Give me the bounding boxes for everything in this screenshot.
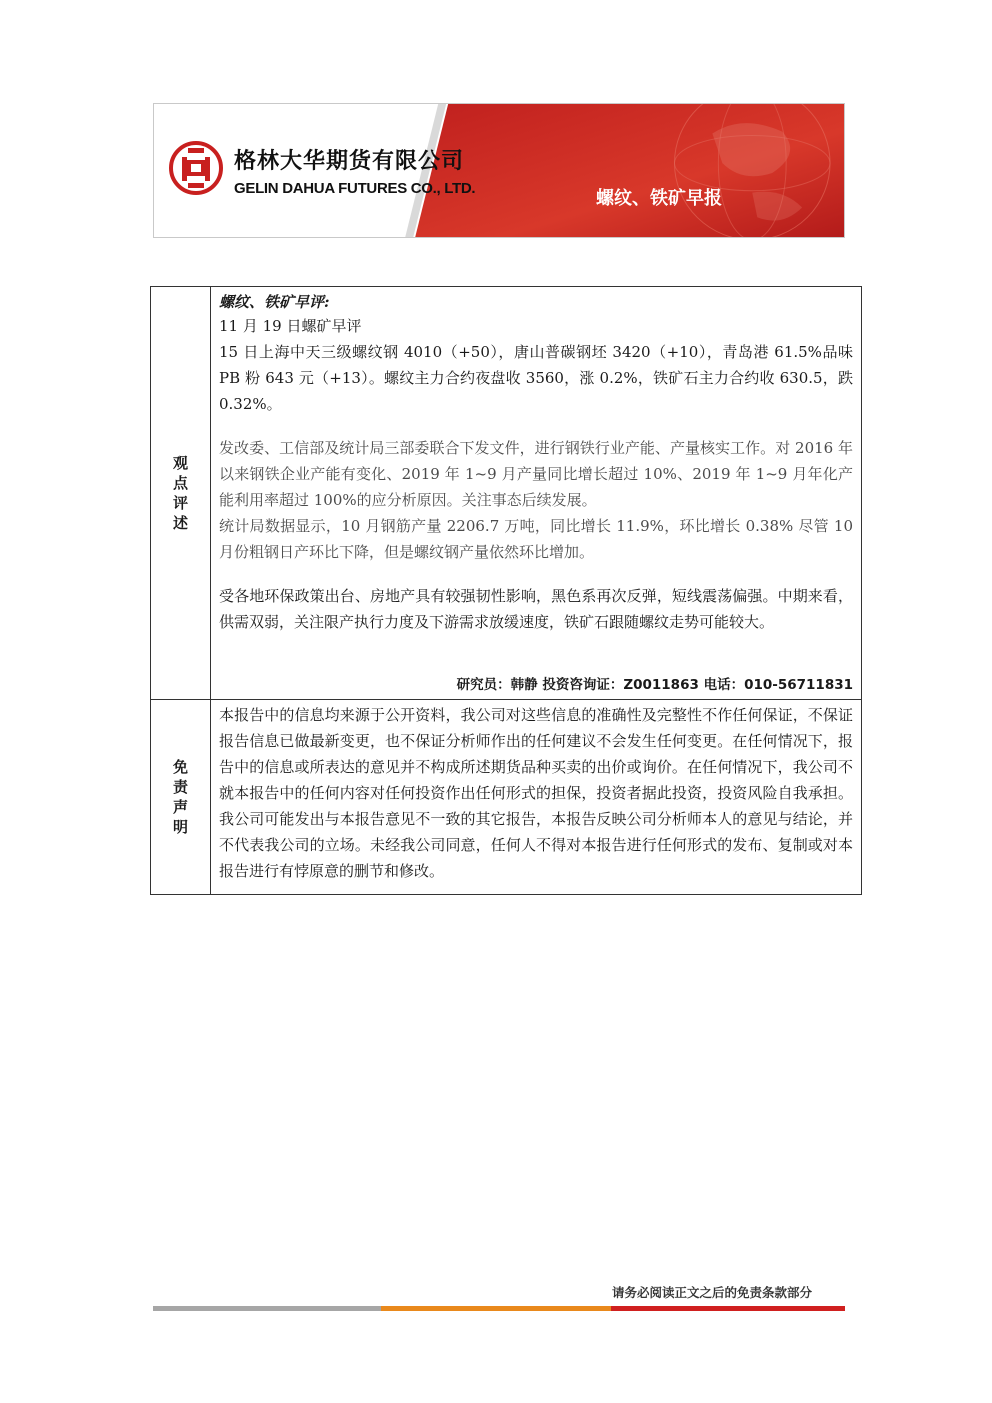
disclaimer-section-row — [151, 700, 862, 895]
report-header-banner — [153, 103, 845, 238]
gelin-dahua-logo-icon — [168, 140, 224, 196]
report-title: 螺纹、铁矿早报 — [596, 188, 722, 209]
report-table — [150, 286, 862, 895]
spacer — [219, 565, 853, 583]
disclaimer-text: 本报告中的信息均来源于公开资料，我公司对这些信息的准确性及完整性不作任何保证，不保证报告信息已做最新变更，也不保证分析师作出的任何建议不会发生任何变更。在任何情况下，报告中的信息或所表达的意见并不构成所述期货品种买卖的出价或询价。在任何情况下，我公司不就本报告中的任何内容对任何投资作出任何形式的担保，投资者据此投资，投资风险自我承担。我公司可能发出与本报告意见不一致的其它报告，本报告反映公司分析师本人的意见与结论，并不代表我公司的立场。未经我公司同意，任何人不得对本报告进行任何形式的发布、复制或对本报告进行有悖原意的删节和修改。 — [219, 706, 853, 880]
researcher-info: 研究员：韩静 投资咨询证：Z0011863 电话：010-56711831 — [456, 677, 853, 693]
view-section-label-cell — [151, 287, 211, 700]
disclaimer-label: 免责声明 — [172, 758, 188, 836]
company-name-en: GELIN DAHUA FUTURES CO., LTD. — [234, 180, 476, 197]
company-name-cn: 格林大华期货有限公司 — [234, 149, 465, 174]
footer-bar-orange — [381, 1306, 611, 1311]
disclaimer-label-cell — [151, 700, 211, 895]
view-paragraph-outlook: 受各地环保政策出台、房地产具有较强韧性影响，黑色系再次反弹，短线震荡偏强。中期来看，供需双弱，关注限产执行力度及下游需求放缓速度，铁矿石跟随螺纹走势可能较大。 — [219, 587, 853, 631]
view-paragraph-statistics: 统计局数据显示，10 月钢筋产量 2206.7 万吨，同比增长 11.9%，环比增长 0.38% 尽管 10 月份粗钢日产环比下降，但是螺纹钢产量依然环比增加。 — [219, 517, 853, 561]
disclaimer-content — [211, 700, 862, 895]
footer-bar-red — [611, 1306, 845, 1311]
view-section-row — [151, 287, 862, 700]
spacer — [219, 417, 853, 435]
view-paragraph-policy: 发改委、工信部及统计局三部委联合下发文件，进行钢铁行业产能、产量核实工作。对 2016 年以来钢铁企业产能有变化、2019 年 1~9 月产量同比增长超过 10%、2019 年 1~9 月年化产能利用率超过 100%的应分析原因。关注事态后续发展。 — [219, 439, 853, 509]
view-date-line: 11 月 19 日螺矿早评 — [219, 317, 362, 335]
view-section-content — [211, 287, 862, 700]
view-section-title: 螺纹、铁矿早评: — [219, 293, 330, 311]
footer-note: 请务必阅读正文之后的免责条款部分 — [612, 1285, 813, 1300]
view-paragraph-prices: 15 日上海中天三级螺纹钢 4010（+50），唐山普碳钢坯 3420（+10），青岛港 61.5%品味 PB 粉 643 元（+13）。螺纹主力合约夜盘收 3560，涨 0.2%，铁矿石主力合约收 630.5，跌 0.32%。 — [219, 343, 853, 413]
view-section-label: 观点评述 — [172, 454, 188, 532]
footer-bar-grey — [153, 1306, 381, 1311]
